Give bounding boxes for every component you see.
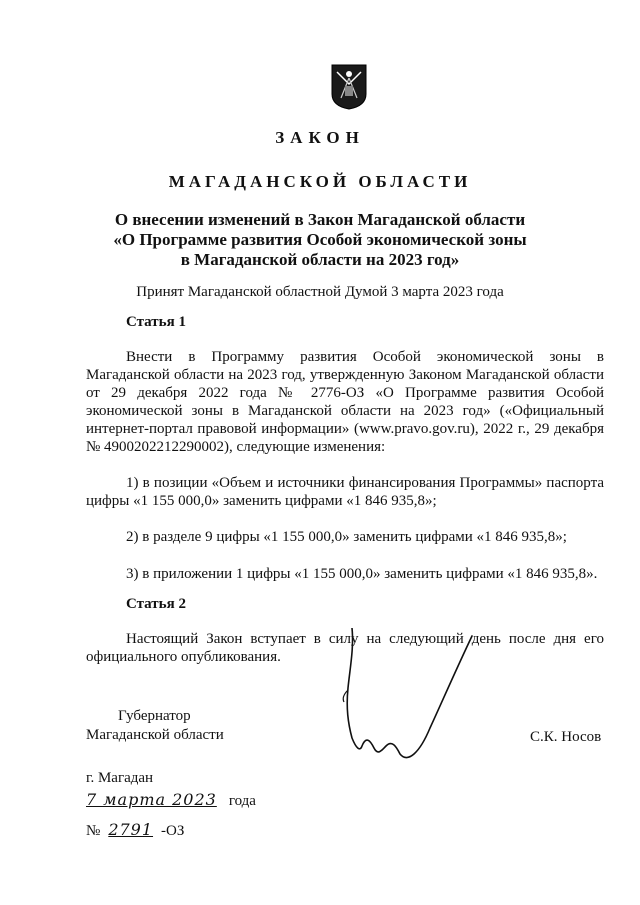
governor-name: С.К. Носов [530,729,602,745]
article-2-text: Настоящий Закон вступает в силу на следующий день после дня его официального опубликования. [86,631,604,665]
article-1-item-2: 2) в разделе 9 цифры «1 155 000,0» заменить цифрами «1 846 935,8»; [126,529,567,545]
governor-region: Магаданской области [86,727,224,743]
article-1-item-3: 3) в приложении 1 цифры «1 155 000,0» заменить цифрами «1 846 935,8». [126,566,598,582]
subtitle-line: О внесении изменений в Закон Магаданской области [114,210,526,229]
document-title: ЗАКОН [275,128,365,147]
governor-title: Губернатор [118,708,191,724]
city-name: г. Магадан [86,770,154,786]
article-1-heading: Статья 1 [126,314,186,330]
subtitle-line: в Магаданской области на 2023 год» [180,250,460,269]
handwritten-number: 2791 [108,820,154,839]
number-suffix: -ОЗ [161,823,185,839]
law-number [86,820,184,840]
date-year-suffix: года [228,793,256,809]
article-1-item-1: 1) в позиции «Объем и источники финансирования Программы» паспорта цифры «1 155 000,0» заменить цифрами «1 846 935,8»; [86,475,604,509]
handwritten-date: 7 марта 2023 [86,790,217,809]
coat-of-arms-emblem [331,64,367,110]
law-subtitle [0,210,640,270]
adoption-note: Принят Магаданской областной Думой 3 марта 2023 года [136,284,504,300]
number-prefix: № [86,823,101,839]
signing-date [86,790,256,810]
region-title: МАГАДАНСКОЙ ОБЛАСТИ [168,172,472,191]
article-1-intro: Внести в Программу развития Особой экономической зоны в Магаданской области на 2023 год, утвержденную Законом Магаданской области от 29 декабря 2022 года № 2776-ОЗ «О Программе развития Особой экономической зоны в Магаданской области на 2023 год» («Официальный интернет-портал правовой информации» (www.pravo.gov.ru), 2022 г., 29 декабря № 4900202212290002), следующие изменения: [86,349,604,455]
handwritten-signature [330,628,480,770]
article-2-heading: Статья 2 [126,596,186,612]
subtitle-line: «О Программе развития Особой экономической зоны [113,230,527,249]
